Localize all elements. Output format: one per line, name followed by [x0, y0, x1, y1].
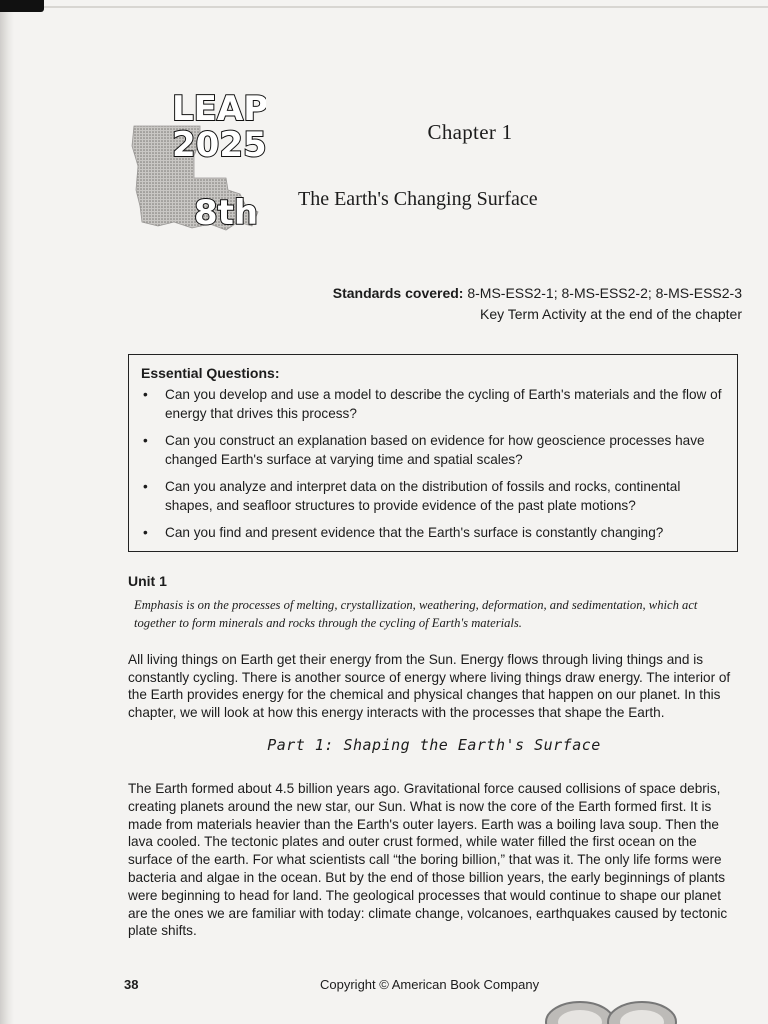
intro-paragraph: All living things on Earth get their energy from the Sun. Energy flows through living things and is constantly cycling. There is another source of energy where living things draw energy. The interior of the Earth provides energy for the chemical and physical changes that happen on our planet. In this chapter, we will look at how this energy interacts with the processes that shape the Earth. — [128, 652, 731, 720]
logo-text-leap: LEAP — [172, 89, 266, 129]
page-edge — [44, 6, 768, 8]
page-number: 38 — [124, 977, 139, 992]
logo-text-year: 2025 — [172, 125, 266, 165]
essential-question: • Can you analyze and interpret data on the distribution of fossils and rocks, continental shapes, and seafloor structures to provide evidence of the past plate motions? — [141, 477, 725, 515]
essential-questions-list — [141, 385, 725, 542]
unit-emphasis: Emphasis is on the processes of melting, crystallization, weathering, deformation, and sedimentation, which act together to form minerals and rocks through the cycling of Earth's materials. — [134, 598, 698, 630]
unit-title: Unit 1 — [128, 573, 167, 589]
leap-logo-graphic — [128, 86, 266, 236]
essential-question: • Can you construct an explanation based on evidence for how geoscience processes have changed Earth's surface at varying time and spatial scales? — [141, 431, 725, 469]
standards-block — [333, 283, 742, 325]
standards-codes: 8-MS-ESS2-1; 8-MS-ESS2-2; 8-MS-ESS2-3 — [467, 285, 742, 301]
binder-rings — [540, 996, 690, 1024]
part-heading: Part 1: Shaping the Earth's Surface — [267, 736, 601, 754]
copyright: Copyright © American Book Company — [320, 977, 540, 992]
part-paragraph: The Earth formed about 4.5 billion years ago. Gravitational force caused collisions of space debris, creating planets around the new star, our Sun. What is now the core of the Earth formed first. It is made from materials heavier than the Earth's outer layers. Earth was a boiling lava soup. Then the lava cooled. The tectonic plates and outer crust formed, while water filled the first ocean on the surface of the earth. For what scientists call “the boring billion,” that was it. The only life forms were bacteria and algae in the ocean. But by the end of those billion years, the early beginnings of plants were beginning to head for land. The geological processes that would continue to shape our planet are the ones we are familiar with today: climate change, volcanoes, earthquakes caused by tectonic plate shifts. — [128, 781, 728, 939]
essential-questions-box — [128, 354, 738, 552]
essential-questions-heading: Essential Questions: — [141, 365, 280, 381]
chapter-title: The Earth's Changing Surface — [298, 188, 538, 210]
logo-text-grade: 8th — [194, 193, 259, 233]
standards-note: Key Term Activity at the end of the chapter — [480, 306, 742, 322]
standards-label: Standards covered: — [332, 285, 464, 301]
book-spine-shadow — [0, 0, 14, 1024]
leap-logo — [128, 86, 266, 236]
essential-question: • Can you develop and use a model to describe the cycling of Earth's materials and the flow of energy that drives this process? — [141, 385, 725, 423]
chapter-label: Chapter 1 — [427, 120, 513, 144]
corner-mark — [0, 0, 44, 12]
essential-question: • Can you find and present evidence that the Earth's surface is constantly changing? — [141, 523, 725, 542]
